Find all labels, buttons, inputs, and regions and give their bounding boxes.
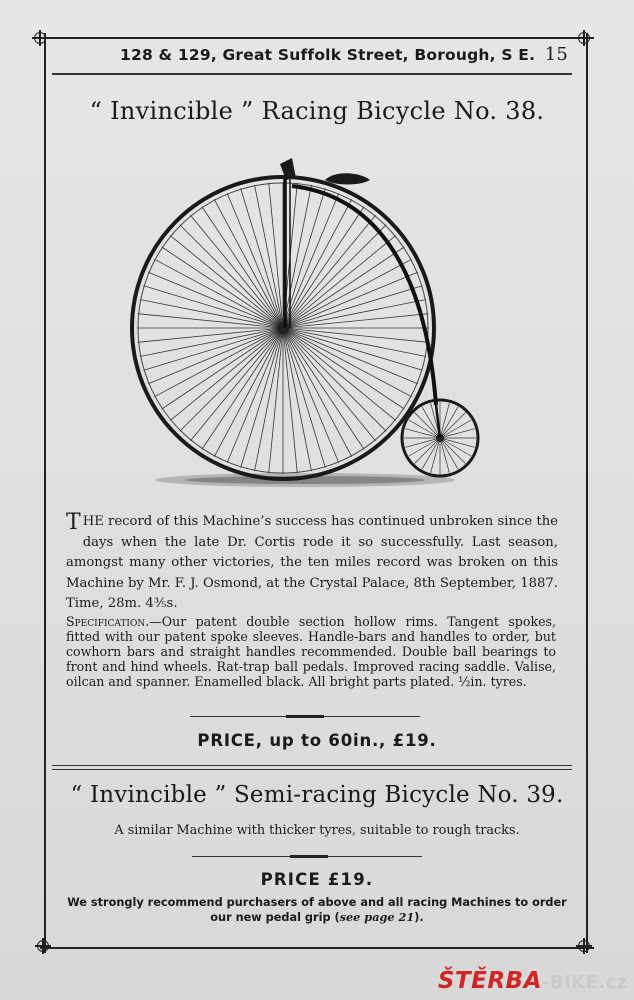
spoke [283,259,412,328]
spoke [440,438,475,447]
header-address: 128 & 129, Great Suffolk Street, Borough, S E. [120,46,536,64]
spoke [283,328,297,473]
spoke [283,328,418,384]
spoke [405,429,440,438]
frame-bottom [40,947,594,949]
frame-left [44,33,46,953]
corner-ornament-icon [578,32,590,44]
spoke [154,259,283,328]
spoke [190,328,283,441]
spoke [283,314,428,328]
spoke [170,328,283,421]
site-watermark-logo [438,968,628,994]
spoke [283,328,376,441]
spoke [214,328,283,457]
section-rule-bottom [52,769,572,770]
frame-top [40,37,594,39]
penny-farthing-illustration [120,150,500,495]
pedal-grip-note [60,896,574,925]
note-text: We strongly recommend purchasers of above and all racing Machines to order our new pedal grip ( [67,896,567,924]
spoke [283,328,352,457]
spoke [154,328,283,397]
model-39-title: “ Invincible ” Semi-racing Bicycle No. 39. [70,782,564,808]
model-38-specification [66,614,556,689]
running-header [52,44,582,72]
spec-label: Specification. [66,614,150,629]
spoke [269,183,283,328]
watermark-suffix: -BIKE.cz [541,972,628,993]
spoke [138,314,283,328]
spoke [431,438,440,473]
page-number: 15 [544,44,568,65]
spoke [214,199,283,328]
spoke [283,235,396,328]
ground-shadow [155,473,455,487]
note-end: ). [414,911,424,924]
spoke [148,272,283,328]
corner-ornament-icon [37,940,49,952]
divider-center-bar [286,715,324,718]
spoke [405,438,440,447]
spoke [283,272,418,328]
spoke [440,438,449,473]
model-39-subtitle: A similar Machine with thicker tyres, suitable to rough tracks. [114,823,520,838]
spoke [283,328,396,421]
spoke [138,328,283,342]
spoke [283,199,352,328]
header-rule [52,73,572,75]
spoke [283,328,412,397]
note-page-reference: see page 21 [339,910,415,924]
spoke [440,403,449,438]
frame-right [586,33,588,953]
model-39-price: PRICE £19. [260,870,374,889]
spoke [227,328,283,463]
spoke [190,215,283,328]
drop-cap: T [66,510,81,535]
spoke [283,328,428,342]
model-38-description [66,512,558,615]
corner-ornament-icon [34,32,46,44]
corner-ornament-icon [578,940,590,952]
spoke [283,328,339,463]
model-38-title: “ Invincible ” Racing Bicycle No. 38. [89,97,545,125]
spoke [283,215,376,328]
spoke [148,328,283,384]
description-text: HE record of this Machine’s success has continued unbroken since the days when the late Dr. Cortis rode it so successfully. Last season, amongst many other victories, the ten miles record was broken on this Machine by Mr. F. J. Osmond, at the Crystal Palace, 8th September, 1887. Time, 28m. 4⅗s. [66,514,558,611]
spoke [283,193,339,328]
spoke [227,193,283,328]
saddle [325,173,370,184]
watermark-brand: ŠTĚRBA [437,968,542,994]
spoke [170,235,283,328]
section-rule-top [52,765,572,766]
model-38-price: PRICE, up to 60in., £19. [197,731,437,750]
divider-center-bar [290,855,328,858]
spoke [269,328,283,473]
spec-text: —Our patent double section hollow rims. Tangent spokes, fitted with our patent spoke sleeves. Handle-bars and handles to order, but cowhorn bars and straight handles recommended. Double ball bearings to front and hind wheels. Rat-trap ball pedals. Improved racing saddle. Valise, oilcan and spanner. Enamelled black. All bright parts plated. ½in. tyres. [66,614,556,689]
spoke [440,429,475,438]
